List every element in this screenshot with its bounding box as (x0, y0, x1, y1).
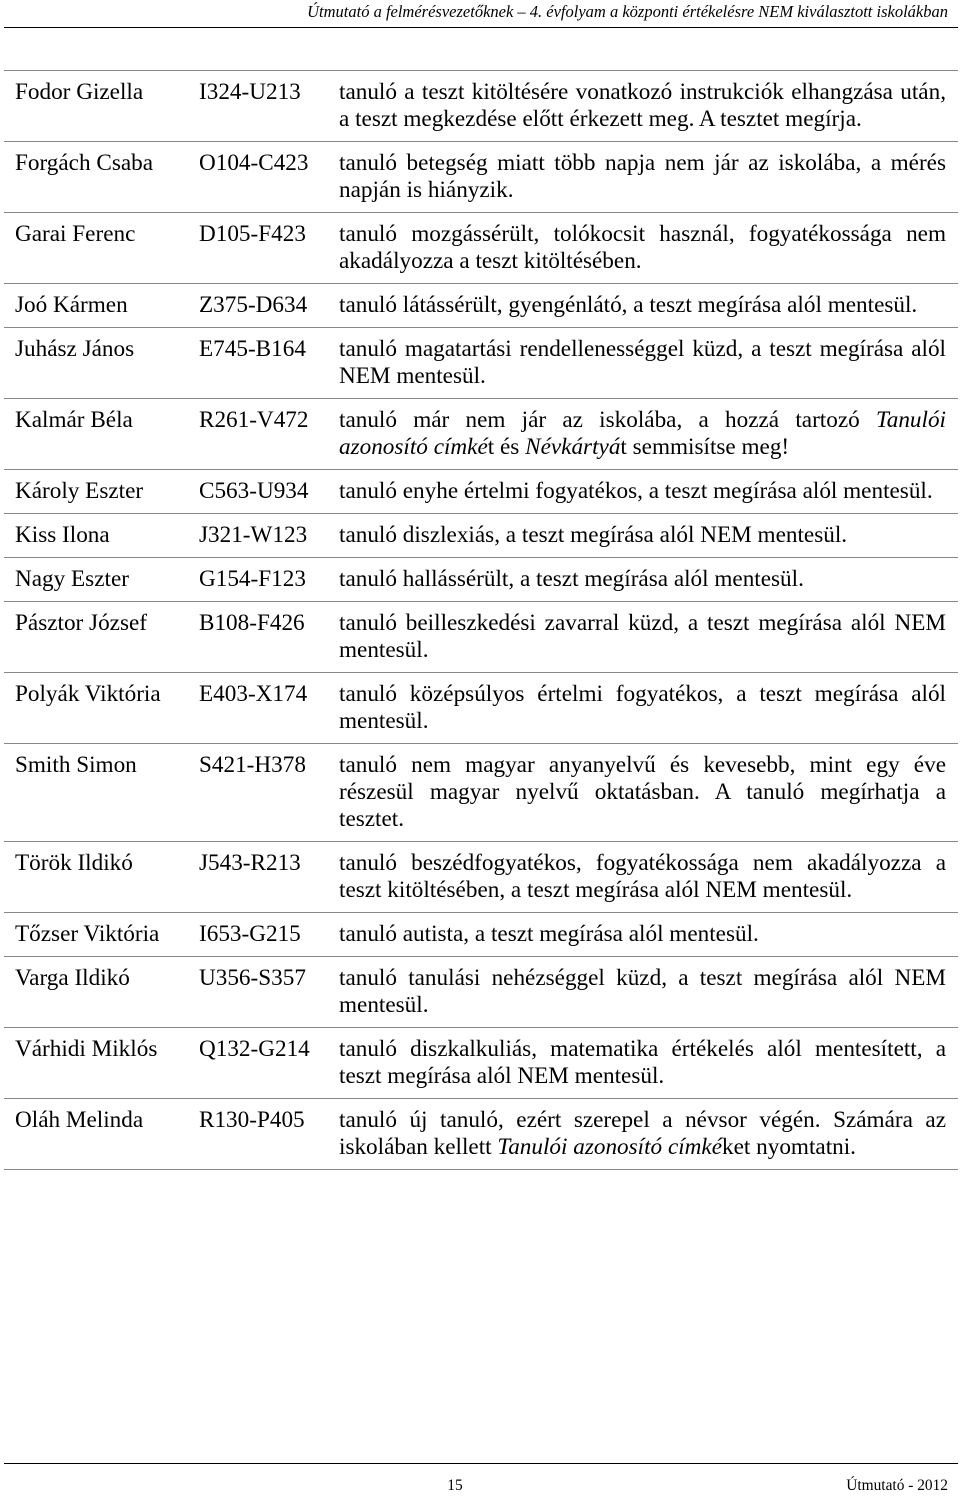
student-note (339, 965, 946, 1019)
note-line: napján is hiányzik. (339, 177, 514, 203)
table-row (4, 1027, 958, 1098)
student-code: G154-F123 (199, 566, 306, 592)
student-code: R130-P405 (199, 1107, 305, 1133)
note-text: tanuló már nem jár az iskolába, a hozzá tartozó (339, 407, 876, 433)
student-code: O104-C423 (199, 150, 309, 176)
note-line: tanuló látássérült, gyengénlátó, a teszt megírása alól mentesül. (339, 292, 918, 318)
table-row (4, 1098, 958, 1169)
student-note (339, 610, 946, 664)
student-code: I324-U213 (199, 79, 301, 105)
note-emphasis: Tanulói azonosító címké (497, 1134, 723, 1160)
student-code: S421-H378 (199, 752, 306, 778)
student-code: U356-S357 (199, 965, 306, 991)
table-row (4, 212, 958, 283)
note-line: tanuló betegség miatt több napja nem jár az iskolába, a mérés (339, 150, 946, 176)
note-text: t és (487, 434, 526, 460)
table-row (4, 398, 958, 469)
table-row (4, 327, 958, 398)
footer-label: Útmutató - 2012 (846, 1477, 948, 1494)
student-note (339, 221, 946, 275)
page-number: 15 (447, 1477, 463, 1494)
student-note (339, 336, 946, 390)
table-row (4, 672, 958, 743)
student-note (339, 681, 946, 735)
note-text: t semmisítse meg! (620, 434, 790, 460)
note-emphasis: Névkártyá (525, 434, 621, 460)
student-note (339, 566, 946, 593)
running-header: Útmutató a felmérésvezetőknek – 4. évfolyam a központi értékelésre NEM kiválasztott iskolákban (307, 2, 948, 21)
student-name: Juhász János (15, 336, 135, 362)
student-note (339, 921, 946, 948)
table-row (4, 513, 958, 557)
note-line: mentesül. (339, 708, 429, 734)
student-name: Kalmár Béla (15, 407, 133, 433)
note-text: ket nyomtatni. (722, 1134, 856, 1160)
student-code: J543-R213 (199, 850, 301, 876)
note-line: részesül magyar nyelvű oktatásban. A tanuló megírhatja a (339, 779, 946, 805)
student-name: Tőzser Viktória (15, 921, 160, 947)
table-row (4, 841, 958, 912)
note-line: tanuló beilleszkedési zavarral küzd, a teszt megírása alól NEM (339, 610, 946, 636)
note-line: teszt kitöltésében, a teszt megírása alól NEM mentesül. (339, 877, 853, 903)
header-rule (4, 27, 958, 28)
student-note (339, 522, 946, 549)
note-line (339, 434, 946, 461)
note-line: akadályozza a teszt kitöltésében. (339, 248, 642, 274)
note-line: a teszt megkezdése előtt érkezett meg. A tesztet megírja. (339, 106, 862, 132)
note-line: tanuló tanulási nehézséggel küzd, a teszt megírása alól NEM (339, 965, 946, 991)
student-name: Kiss Ilona (15, 522, 110, 548)
note-line: tanuló beszédfogyatékos, fogyatékossága nem akadályozza a (339, 850, 946, 876)
footer-rule (4, 1463, 958, 1464)
note-line: tanuló diszkalkuliás, matematika értékelés alól mentesített, a (339, 1036, 946, 1062)
student-code: C563-U934 (199, 478, 309, 504)
student-note (339, 1107, 946, 1161)
table-row (4, 469, 958, 513)
note-line: teszt megírása alól NEM mentesül. (339, 1063, 665, 1089)
student-note (339, 1036, 946, 1090)
student-name: Pásztor József (15, 610, 148, 636)
student-note (339, 850, 946, 904)
student-code: J321-W123 (199, 522, 308, 548)
student-name: Forgách Csaba (15, 150, 154, 176)
note-line: tanuló magatartási rendellenességgel küzd, a teszt megírása alól (339, 336, 946, 362)
student-table (4, 70, 958, 1170)
student-code: B108-F426 (199, 610, 305, 636)
student-name: Várhidi Miklós (15, 1036, 158, 1062)
student-name: Polyák Viktória (15, 681, 161, 707)
table-row (4, 912, 958, 956)
table-row (4, 70, 958, 141)
student-name: Fodor Gizella (15, 79, 144, 105)
student-name: Varga Ildikó (15, 965, 130, 991)
student-name: Joó Kármen (15, 292, 128, 318)
table-row (4, 743, 958, 841)
student-name: Smith Simon (15, 752, 137, 778)
table-row (4, 141, 958, 212)
student-note (339, 407, 946, 461)
note-line: tanuló új tanuló, ezért szerepel a névsor végén. Számára az (339, 1107, 946, 1133)
student-code: Z375-D634 (199, 292, 308, 318)
student-code: I653-G215 (199, 921, 301, 947)
note-line: tanuló középsúlyos értelmi fogyatékos, a teszt megírása alól (339, 681, 946, 707)
student-name: Garai Ferenc (15, 221, 136, 247)
note-line (339, 1134, 946, 1161)
table-row (4, 283, 958, 327)
note-line: tanuló autista, a teszt megírása alól mentesül. (339, 921, 759, 947)
student-note (339, 292, 946, 319)
student-name: Oláh Melinda (15, 1107, 144, 1133)
student-note (339, 150, 946, 204)
note-line: mentesül. (339, 992, 429, 1018)
table-row (4, 601, 958, 672)
note-line: mentesül. (339, 637, 429, 663)
student-code: E403-X174 (199, 681, 308, 707)
note-text: iskolában kellett (339, 1134, 498, 1160)
student-code: D105-F423 (199, 221, 306, 247)
note-line: tanuló mozgássérült, tolókocsit használ, fogyatékossága nem (339, 221, 946, 247)
student-note (339, 478, 946, 505)
note-line: tanuló a teszt kitöltésére vonatkozó instrukciók elhangzása után, (339, 79, 946, 105)
note-line: tesztet. (339, 806, 405, 832)
table-row (4, 557, 958, 601)
note-line: tanuló nem magyar anyanyelvű és kevesebb, mint egy éve (339, 752, 946, 778)
table-row (4, 956, 958, 1027)
student-name: Nagy Eszter (15, 566, 129, 592)
note-line (339, 407, 946, 434)
student-note (339, 79, 946, 133)
student-code: R261-V472 (199, 407, 309, 433)
note-line: tanuló hallássérült, a teszt megírása alól mentesül. (339, 566, 804, 592)
student-name: Török Ildikó (15, 850, 133, 876)
note-emphasis: Tanulói (875, 407, 946, 433)
note-line: tanuló enyhe értelmi fogyatékos, a teszt megírása alól mentesül. (339, 478, 933, 504)
student-note (339, 752, 946, 833)
note-line: NEM mentesül. (339, 363, 486, 389)
student-code: Q132-G214 (199, 1036, 310, 1062)
student-code: E745-B164 (199, 336, 306, 362)
note-emphasis: azonosító címké (339, 434, 488, 460)
student-name: Károly Eszter (15, 478, 144, 504)
note-line: tanuló diszlexiás, a teszt megírása alól NEM mentesül. (339, 522, 848, 548)
